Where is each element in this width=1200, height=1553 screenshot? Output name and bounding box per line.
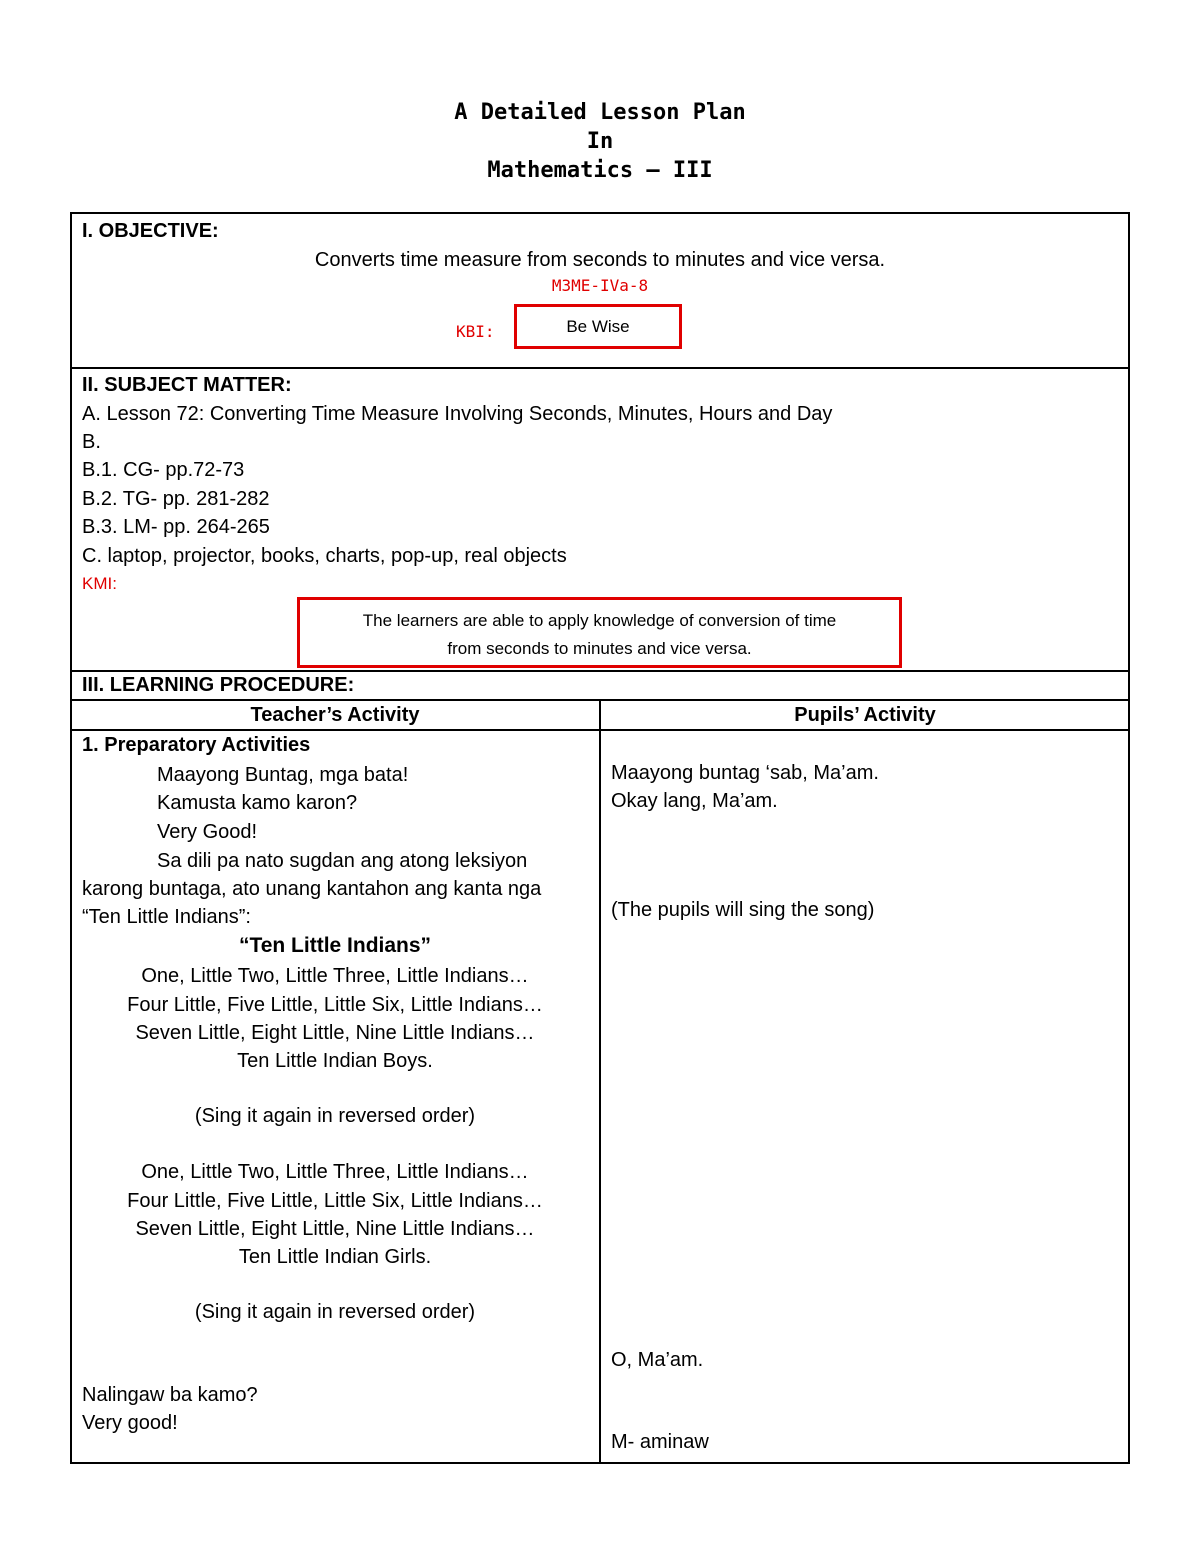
teacher-line: “Ten Little Indians”:: [82, 906, 251, 928]
column-divider: [599, 699, 601, 1464]
pupil-line: Okay lang, Ma’am.: [611, 790, 778, 812]
teacher-column-header: Teacher’s Activity: [250, 704, 420, 726]
divider-objective: [70, 367, 1130, 369]
song-line: Four Little, Five Little, Little Six, Little Indians…: [127, 1190, 543, 1212]
teacher-line: karong buntaga, ato unang kantahon ang kanta nga: [82, 878, 542, 900]
procedure-heading: III. LEARNING PROCEDURE:: [82, 674, 355, 696]
kmi-line-1: The learners are able to apply knowledge of conversion of time: [362, 611, 837, 630]
subject-line: A. Lesson 72: Converting Time Measure Involving Seconds, Minutes, Hours and Day: [82, 403, 833, 425]
song-line: Ten Little Indian Boys.: [237, 1050, 433, 1072]
kmi-box: [297, 597, 902, 668]
pupil-line: Maayong buntag ‘sab, Ma’am.: [611, 762, 879, 784]
subject-line: B.1. CG- pp.72-73: [82, 459, 245, 481]
preparatory-heading: 1. Preparatory Activities: [82, 734, 311, 756]
song-line: Four Little, Five Little, Little Six, Little Indians…: [127, 994, 543, 1016]
song-line: Seven Little, Eight Little, Nine Little Indians…: [135, 1218, 535, 1240]
subject-line: B.: [82, 431, 101, 453]
title-line-2: In: [586, 129, 614, 154]
reverse-instruction: (Sing it again in reversed order): [194, 1105, 476, 1127]
competency-code: M3ME-IVa-8: [551, 276, 649, 295]
title-line-3: Mathematics – III: [487, 158, 713, 183]
pupils-column-header: Pupils’ Activity: [794, 704, 936, 726]
objective-heading: I. OBJECTIVE:: [82, 220, 219, 242]
title-line-1: A Detailed Lesson Plan: [454, 100, 746, 125]
kbi-value: Be Wise: [566, 317, 630, 336]
objective-statement: Converts time measure from seconds to minutes and vice versa.: [314, 249, 886, 271]
kbi-box: [514, 304, 682, 349]
song-line: Ten Little Indian Girls.: [238, 1246, 432, 1268]
subject-line: B.2. TG- pp. 281-282: [82, 488, 270, 510]
subject-heading: II. SUBJECT MATTER:: [82, 374, 292, 396]
song-line: One, Little Two, Little Three, Little Indians…: [141, 965, 529, 987]
teacher-line: Kamusta kamo karon?: [157, 792, 358, 814]
song-line: Seven Little, Eight Little, Nine Little Indians…: [135, 1022, 535, 1044]
pupil-line: M- aminaw: [611, 1431, 709, 1453]
pupil-line: (The pupils will sing the song): [611, 899, 875, 921]
teacher-line: Sa dili pa nato sugdan ang atong leksiyon: [157, 850, 528, 872]
kmi-line-2: from seconds to minutes and vice versa.: [447, 639, 752, 658]
subject-line: B.3. LM- pp. 264-265: [82, 516, 270, 538]
kbi-label: KBI:: [456, 322, 495, 341]
subject-line: C. laptop, projector, books, charts, pop-up, real objects: [82, 545, 567, 567]
teacher-line: Maayong Buntag, mga bata!: [157, 764, 409, 786]
song-line: One, Little Two, Little Three, Little Indians…: [141, 1161, 529, 1183]
song-title: “Ten Little Indians”: [238, 934, 432, 957]
reverse-instruction: (Sing it again in reversed order): [194, 1301, 476, 1323]
kmi-label: KMI:: [82, 574, 117, 593]
teacher-line: Nalingaw ba kamo?: [82, 1384, 258, 1406]
teacher-line: Very good!: [82, 1412, 178, 1434]
pupil-line: O, Ma’am.: [611, 1349, 704, 1371]
teacher-line: Very Good!: [157, 821, 258, 843]
